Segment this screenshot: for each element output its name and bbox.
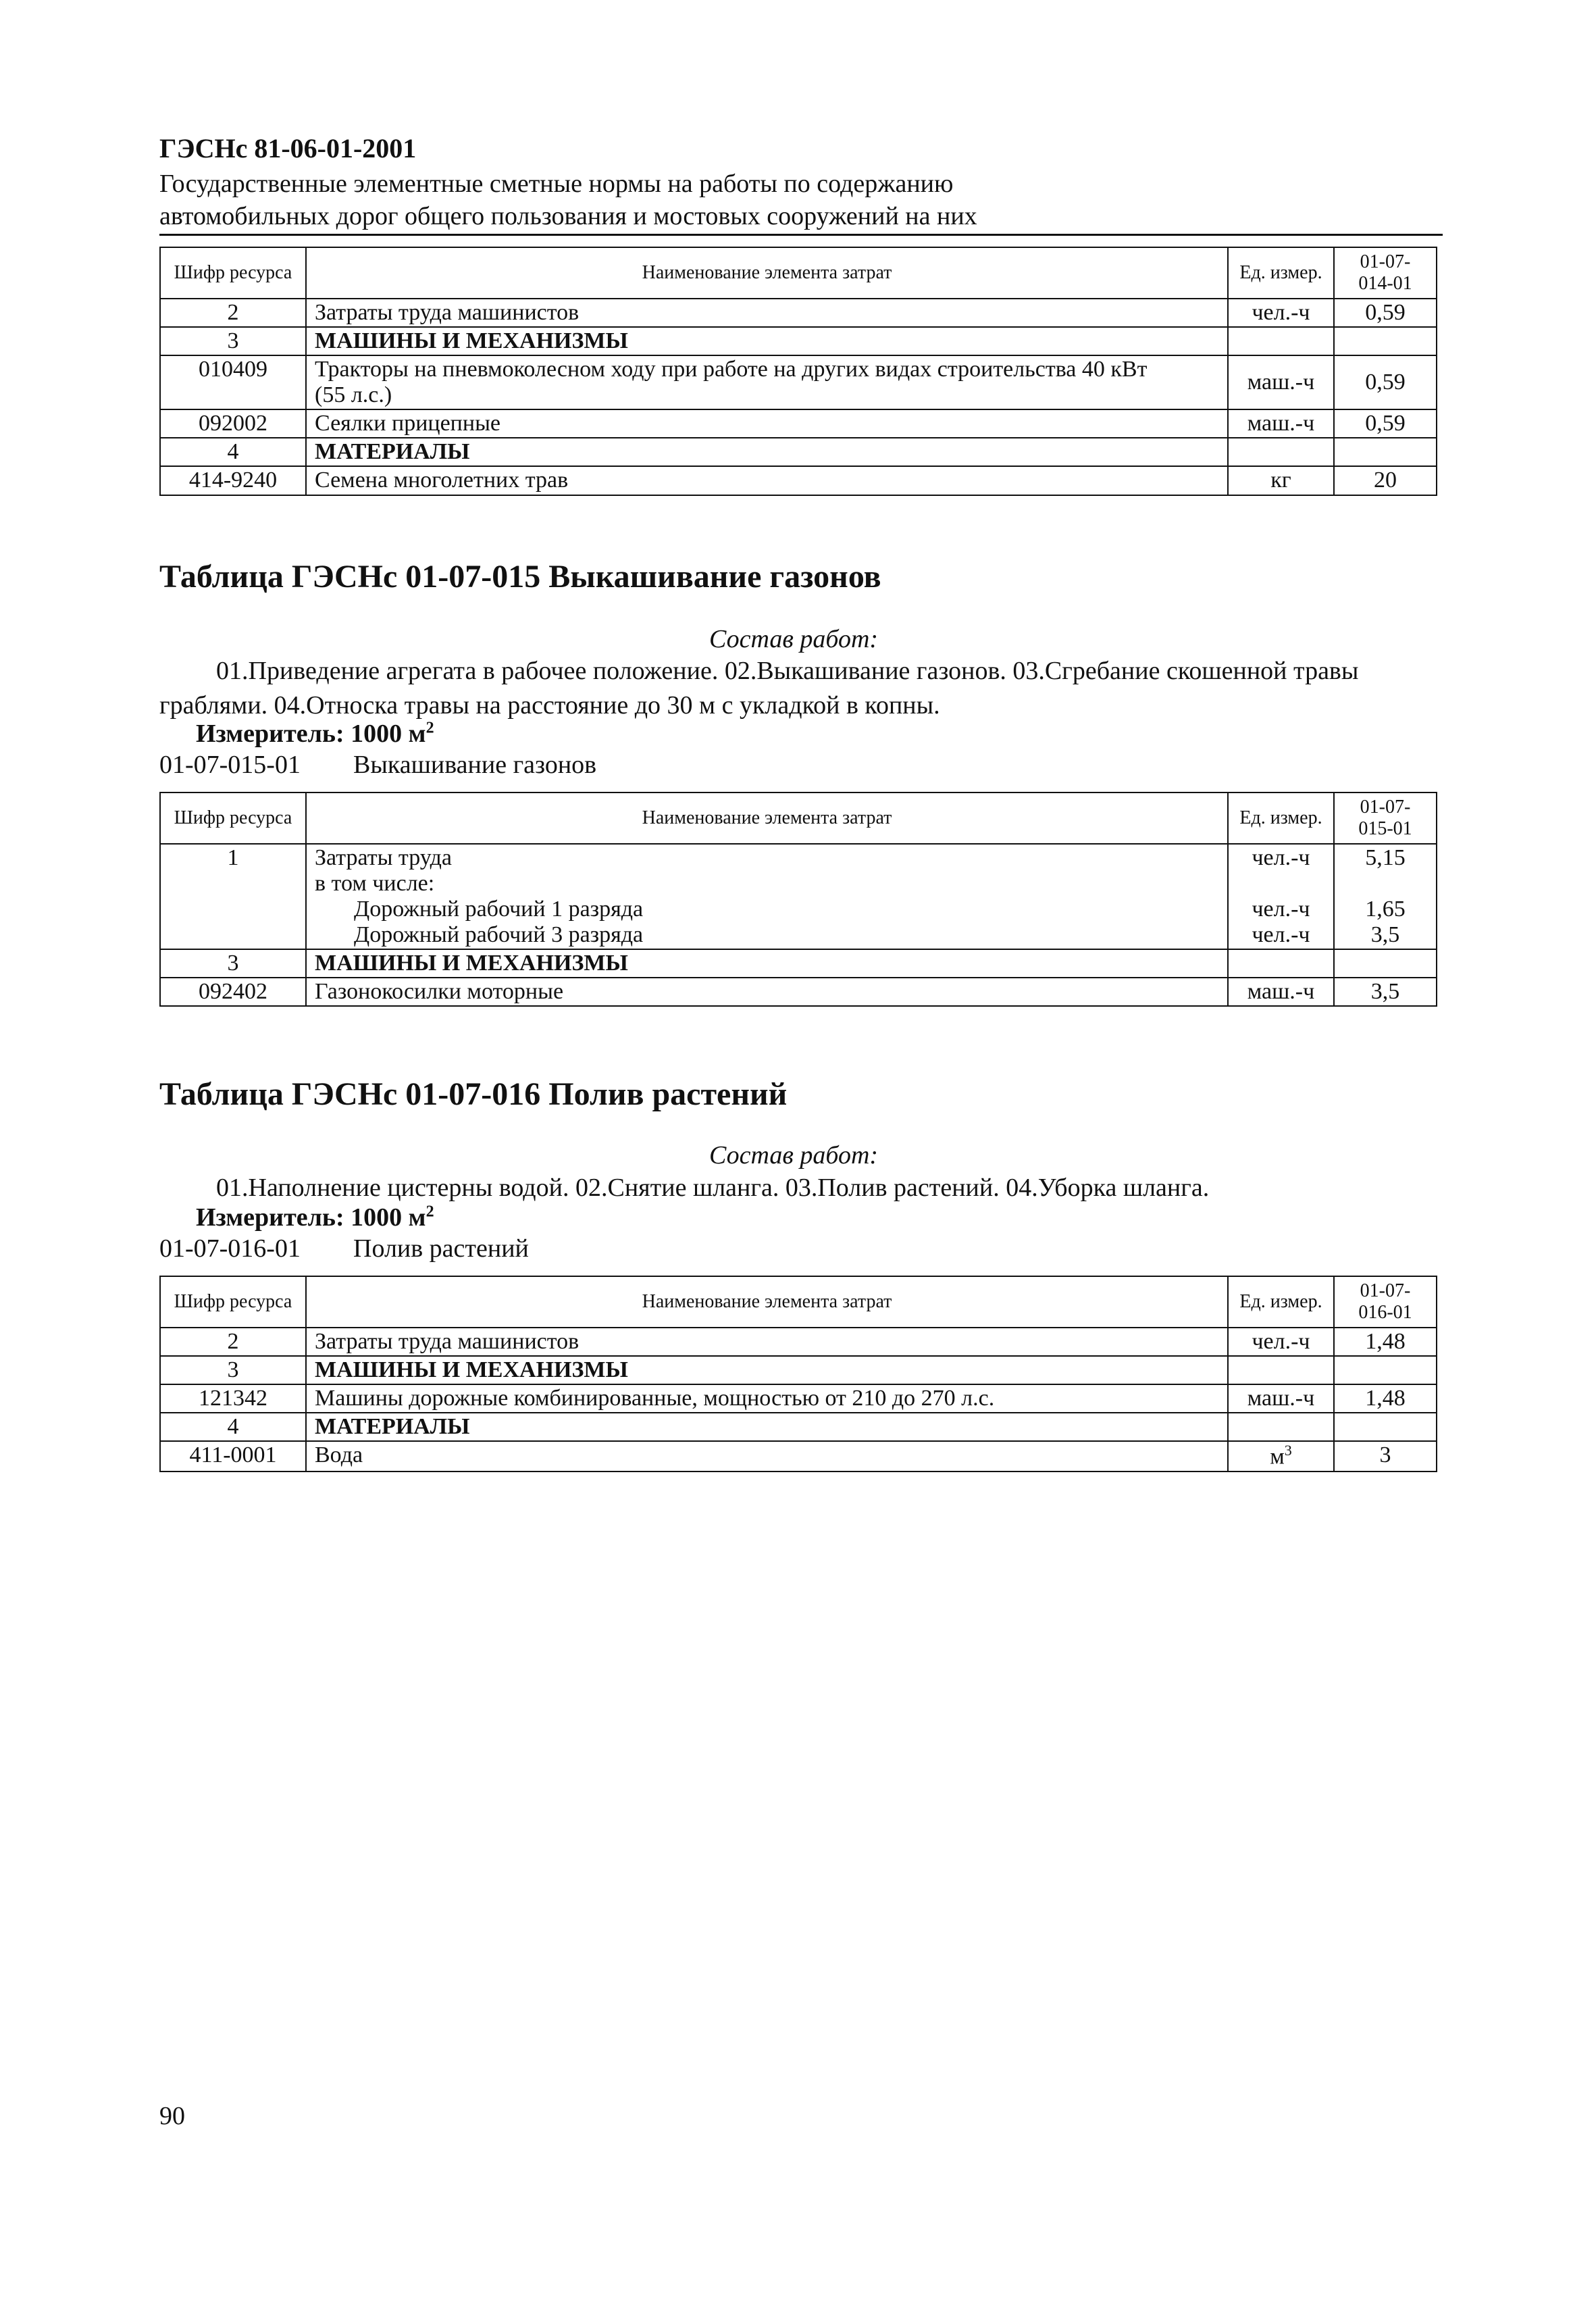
- col-header-norm: [1334, 793, 1437, 844]
- norm-name: Выкашивание газонов: [353, 751, 597, 779]
- resource-code: 121342: [160, 1384, 306, 1413]
- resource-unit: маш.-ч: [1228, 1384, 1334, 1413]
- resource-name: Семена многолетних трав: [306, 466, 1228, 495]
- norm-line-1: 01-07-: [1360, 251, 1411, 272]
- resource-value: 1,48: [1334, 1384, 1437, 1413]
- work-composition-text: [159, 654, 1436, 724]
- resource-unit: кг: [1228, 466, 1334, 495]
- document-title-line-1: Государственные элементные сметные нормы на работы по содержанию: [159, 170, 954, 198]
- resource-code: 414-9240: [160, 466, 306, 495]
- col-header-unit: Ед. измер.: [1228, 1276, 1334, 1328]
- norm-name: Полив растений: [353, 1234, 529, 1263]
- section-heading: МАШИНЫ И МЕХАНИЗМЫ: [306, 949, 1228, 978]
- col-header-code: Шифр ресурса: [160, 247, 306, 299]
- resource-code: 092402: [160, 978, 306, 1006]
- resource-unit: чел.-ч: [1228, 299, 1334, 327]
- resource-table-015: [159, 792, 1437, 1007]
- unit-text: м: [1270, 1444, 1285, 1469]
- header-rule: [159, 234, 1443, 236]
- resource-unit: [1228, 844, 1334, 949]
- resource-code: 3: [160, 327, 306, 355]
- measure-label: Измеритель:: [196, 720, 344, 748]
- resource-value: [1334, 844, 1437, 949]
- measure-unit: [196, 719, 434, 749]
- resource-code: 2: [160, 1328, 306, 1356]
- resource-name-line: Затраты труда: [315, 845, 453, 870]
- table-section-row: [160, 1413, 1437, 1441]
- resource-code: 3: [160, 949, 306, 978]
- resource-value: 3,5: [1334, 978, 1437, 1006]
- work-composition-line-1: 01.Приведение агрегата в рабочее положение. 02.Выкашивание газонов. 03.Сгребание скошенной травы: [216, 657, 1359, 685]
- table-section-row: [160, 949, 1437, 978]
- section-heading: МАШИНЫ И МЕХАНИЗМЫ: [306, 327, 1228, 355]
- table-section-row: [160, 438, 1437, 466]
- measure-exponent: 2: [426, 1203, 434, 1221]
- resource-name: Вода: [306, 1441, 1228, 1471]
- table-title-015: Таблица ГЭСНс 01-07-015 Выкашивание газонов: [159, 559, 881, 595]
- resource-name: Машины дорожные комбинированные, мощностью от 210 до 270 л.с.: [306, 1384, 1228, 1413]
- resource-code: 010409: [160, 355, 306, 409]
- table-header-row: [160, 1276, 1437, 1328]
- resource-value: 0,59: [1334, 409, 1437, 438]
- resource-name: Газонокосилки моторные: [306, 978, 1228, 1006]
- section-heading: МАШИНЫ И МЕХАНИЗМЫ: [306, 1356, 1228, 1384]
- work-composition-label: Состав работ:: [709, 1141, 879, 1169]
- col-header-name: Наименование элемента затрат: [306, 1276, 1228, 1328]
- table-row: [160, 1441, 1437, 1471]
- resource-value: 0,59: [1334, 299, 1437, 327]
- resource-value: 20: [1334, 466, 1437, 495]
- col-header-code: Шифр ресурса: [160, 793, 306, 844]
- measure-value: 1000 м: [351, 720, 426, 748]
- col-header-code: Шифр ресурса: [160, 1276, 306, 1328]
- table-row: [160, 1384, 1437, 1413]
- resource-unit: чел.-ч: [1228, 1328, 1334, 1356]
- resource-value: 1,48: [1334, 1328, 1437, 1356]
- work-composition-text: [159, 1171, 1436, 1205]
- resource-code: 3: [160, 1356, 306, 1384]
- unit-grade-1: чел.-ч: [1252, 897, 1310, 922]
- resource-name: Затраты труда машинистов: [306, 299, 1228, 327]
- resource-unit: [1228, 1441, 1334, 1471]
- unit-total: чел.-ч: [1252, 845, 1310, 870]
- table-row: [160, 844, 1437, 949]
- work-composition-label: Состав работ:: [709, 625, 879, 653]
- document-code: ГЭСНс 81-06-01-2001: [159, 133, 417, 164]
- table-row: [160, 299, 1437, 327]
- page-number: 90: [159, 2102, 185, 2130]
- resource-value: 3: [1334, 1441, 1437, 1471]
- measure-label: Измеритель:: [196, 1203, 344, 1232]
- measure-unit: [196, 1203, 434, 1232]
- table-section-row: [160, 1356, 1437, 1384]
- col-header-unit: Ед. измер.: [1228, 247, 1334, 299]
- resource-table-014: [159, 247, 1437, 496]
- resource-code: 092002: [160, 409, 306, 438]
- table-row: [160, 1328, 1437, 1356]
- unit-grade-3: чел.-ч: [1252, 922, 1310, 948]
- section-heading: МАТЕРИАЛЫ: [306, 438, 1228, 466]
- resource-name: Сеялки прицепные: [306, 409, 1228, 438]
- resource-code: 1: [160, 844, 306, 949]
- resource-table-016: [159, 1276, 1437, 1472]
- value-total: 5,15: [1365, 845, 1406, 870]
- resource-code: 4: [160, 1413, 306, 1441]
- col-header-norm: [1334, 1276, 1437, 1328]
- col-header-norm: [1334, 247, 1437, 299]
- resource-unit: маш.-ч: [1228, 409, 1334, 438]
- resource-code: 411-0001: [160, 1441, 306, 1471]
- norm-code: 01-07-015-01: [159, 751, 301, 779]
- value-grade-3: 3,5: [1370, 922, 1400, 948]
- section-heading: МАТЕРИАЛЫ: [306, 1413, 1228, 1441]
- work-composition-line-1: 01.Наполнение цистерны водой. 02.Снятие шланга. 03.Полив растений. 04.Уборка шланга.: [216, 1174, 1210, 1202]
- norm-line-2: 014-01: [1358, 273, 1412, 294]
- table-title-016: Таблица ГЭСНс 01-07-016 Полив растений: [159, 1076, 788, 1112]
- col-header-name: Наименование элемента затрат: [306, 247, 1228, 299]
- table-header-row: [160, 247, 1437, 299]
- resource-name: [306, 355, 1228, 409]
- table-row: [160, 466, 1437, 495]
- norm-line-1: 01-07-: [1360, 796, 1411, 818]
- unit-exponent: 3: [1284, 1442, 1292, 1459]
- table-row: [160, 978, 1437, 1006]
- measure-value: 1000 м: [351, 1203, 426, 1232]
- value-grade-1: 1,65: [1365, 897, 1406, 922]
- worker-grade-1: Дорожный рабочий 1 разряда: [354, 897, 644, 922]
- resource-name: [306, 844, 1228, 949]
- including-label: в том числе:: [315, 871, 435, 897]
- resource-unit: маш.-ч: [1228, 978, 1334, 1006]
- resource-unit: маш.-ч: [1228, 355, 1334, 409]
- norm-line-2: 015-01: [1358, 818, 1412, 839]
- worker-grade-3: Дорожный рабочий 3 разряда: [354, 922, 644, 948]
- resource-name-line-1: Тракторы на пневмоколесном ходу при работе на других видах строительства 40 кВт: [315, 357, 1148, 382]
- resource-name-line-2: (55 л.с.): [315, 382, 392, 408]
- document-title-line-2: автомобильных дорог общего пользования и мостовых сооружений на них: [159, 202, 977, 230]
- col-header-unit: Ед. измер.: [1228, 793, 1334, 844]
- resource-code: 2: [160, 299, 306, 327]
- work-composition-line-2: граблями. 04.Относка травы на расстояние до 30 м с укладкой в копны.: [159, 691, 940, 720]
- resource-code: 4: [160, 438, 306, 466]
- col-header-name: Наименование элемента затрат: [306, 793, 1228, 844]
- table-row: [160, 355, 1437, 409]
- norm-line-2: 016-01: [1358, 1302, 1412, 1323]
- table-section-row: [160, 327, 1437, 355]
- norm-code: 01-07-016-01: [159, 1234, 301, 1263]
- resource-name: Затраты труда машинистов: [306, 1328, 1228, 1356]
- norm-line-1: 01-07-: [1360, 1280, 1411, 1301]
- resource-value: 0,59: [1334, 355, 1437, 409]
- measure-exponent: 2: [426, 719, 434, 737]
- table-header-row: [160, 793, 1437, 844]
- table-row: [160, 409, 1437, 438]
